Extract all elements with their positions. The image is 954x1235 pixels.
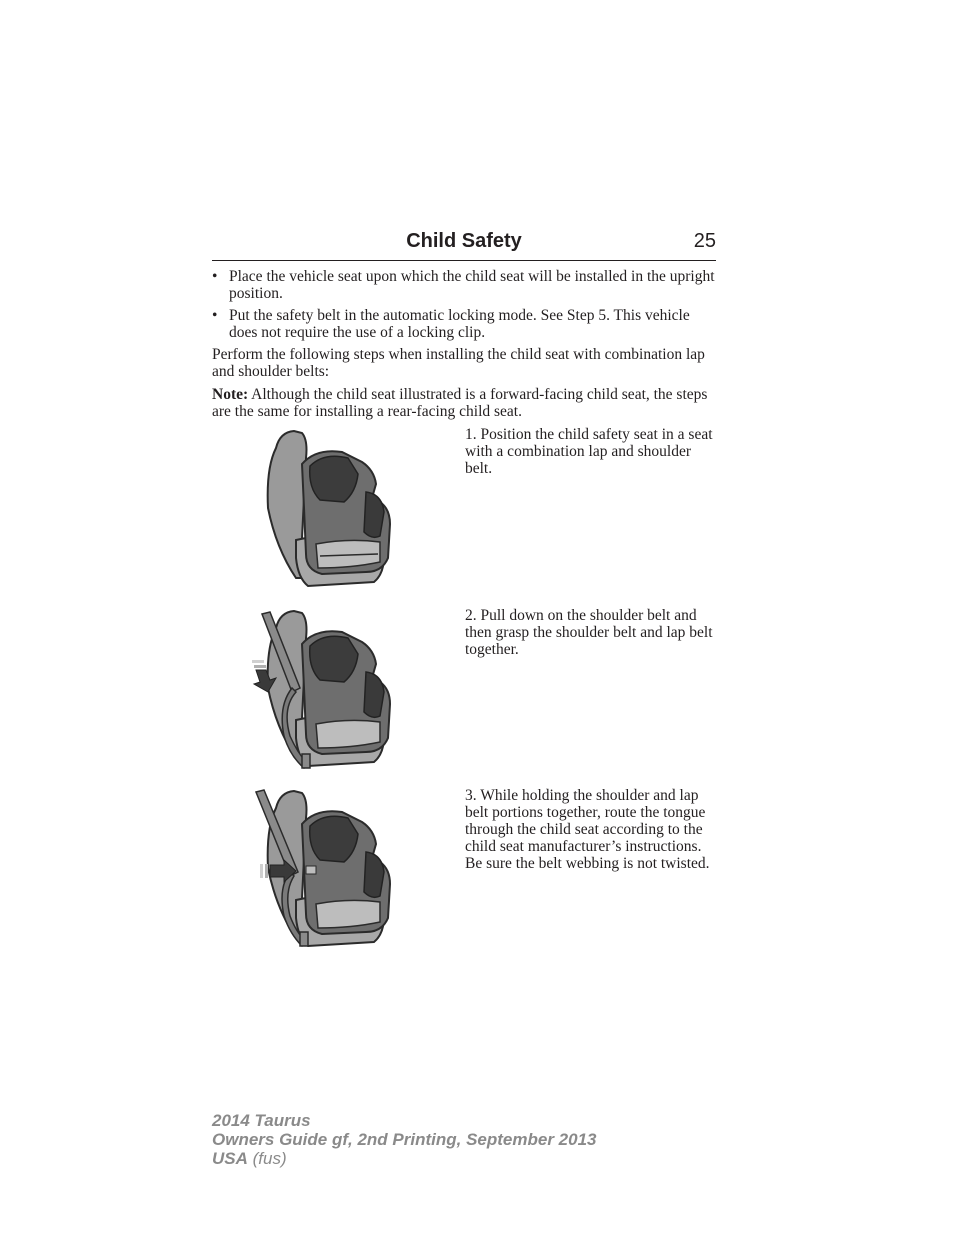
page-header <box>212 228 716 261</box>
child-seat-side-wing <box>364 672 384 717</box>
bullet-icon: • <box>212 307 218 324</box>
intro-paragraph: Perform the following steps when installing the child seat with combination lap and shoulder belts: <box>212 346 705 380</box>
bullet-text: Put the safety belt in the automatic locking mode. See Step 5. This vehicle does not require the use of a locking clip. <box>229 307 690 341</box>
page-footer <box>212 1111 596 1168</box>
step-3-text: 3. While holding the shoulder and lap belt portions together, route the tongue through the child seat according to the child seat manufacturer’s instructions. Be sure the belt webbing is not twisted. <box>465 787 710 872</box>
page-number: 25 <box>693 230 716 252</box>
list-item <box>212 268 716 302</box>
child-seat-headrest <box>310 636 358 682</box>
note-paragraph <box>212 386 716 420</box>
footer-model: 2014 Taurus <box>212 1111 311 1130</box>
child-seat-headrest <box>310 816 358 862</box>
footer-edition: Owners Guide gf, 2nd Printing, September 2013 <box>212 1130 597 1149</box>
footer-country: USA <box>212 1149 248 1168</box>
step-1-text: 1. Position the child safety seat in a seat with a combination lap and shoulder belt. <box>465 426 713 477</box>
step-2-text: 2. Pull down on the shoulder belt and then grasp the shoulder belt and lap belt together. <box>465 607 713 658</box>
footer-market <box>212 1149 596 1168</box>
section-title: Child Safety <box>406 230 522 252</box>
child-seat-illustration-step-2 <box>248 608 398 773</box>
bullet-list <box>212 268 716 346</box>
list-item <box>212 307 716 341</box>
note-text: Although the child seat illustrated is a forward-facing child seat, the steps are the same for installing a rear-facing child seat. <box>212 386 708 420</box>
child-seat-side-wing <box>364 492 384 537</box>
child-seat-side-wing <box>364 852 384 897</box>
bullet-icon: • <box>212 268 218 285</box>
note-label: Note: <box>212 386 249 403</box>
child-seat-base <box>316 720 380 748</box>
child-seat-headrest <box>310 456 358 502</box>
buckle <box>306 866 316 874</box>
child-seat-base <box>316 900 380 928</box>
belt-tongue <box>300 932 308 946</box>
child-seat-illustration-step-1 <box>262 428 397 590</box>
bullet-text: Place the vehicle seat upon which the child seat will be installed in the upright position. <box>229 268 715 302</box>
belt-tongue <box>302 754 310 768</box>
child-seat-illustration-step-3 <box>254 788 399 950</box>
footer-code: (fus) <box>247 1149 287 1168</box>
